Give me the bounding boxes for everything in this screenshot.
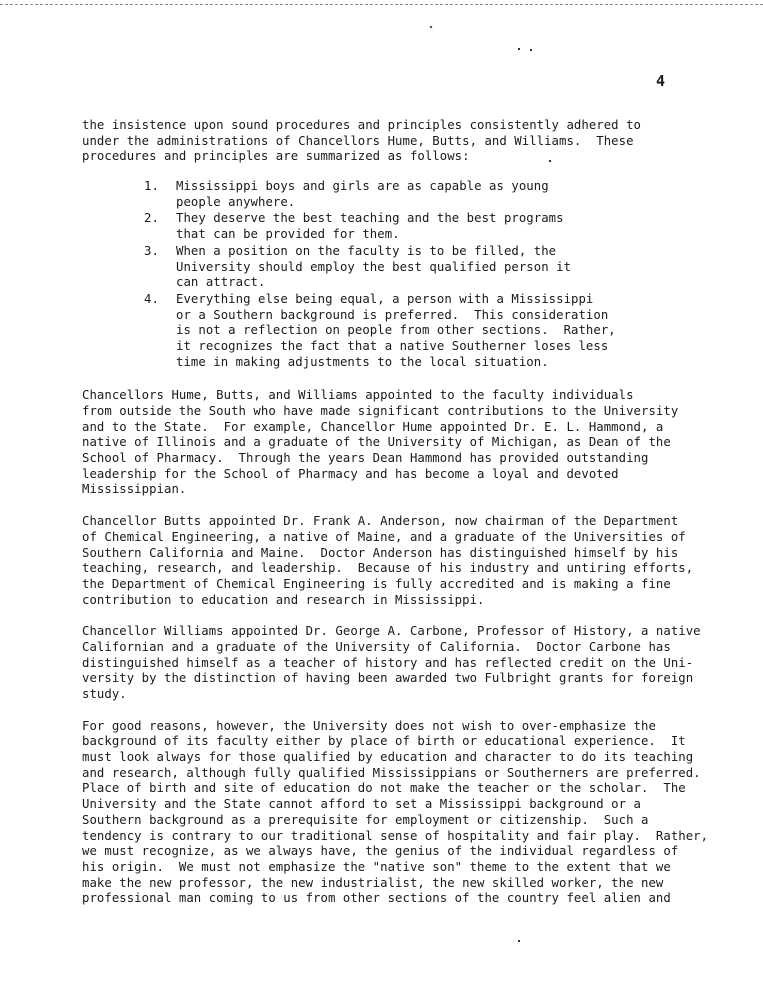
list-item-number: 2.: [144, 211, 159, 226]
text-line: native of Illinois and a graduate of the University of Michigan, as Dean of the: [82, 435, 671, 450]
paragraph: [82, 514, 722, 608]
list-item: [144, 179, 722, 210]
text-line: They deserve the best teaching and the best programs: [176, 211, 564, 226]
document-body: [82, 118, 722, 923]
text-line: under the administrations of Chancellors Hume, Butts, and Williams. These: [82, 133, 634, 148]
list-item-text: [176, 292, 722, 370]
text-line: people anywhere.: [176, 194, 296, 209]
text-line: is not a reflection on people from other sections. Rather,: [176, 323, 616, 338]
list-item-number: 3.: [144, 243, 159, 258]
scan-speck: [518, 48, 520, 50]
text-line: must look always for those qualified by education and character to do its teaching: [82, 750, 694, 765]
text-line: Californian and a graduate of the University of California. Doctor Carbone has: [82, 639, 671, 654]
body-paragraphs: [82, 388, 722, 907]
text-line: procedures and principles are summarized as follows:: [82, 149, 470, 164]
list-item-number: 4.: [144, 291, 159, 306]
paragraph: [82, 719, 722, 907]
list-item: [144, 244, 722, 291]
text-line: study.: [82, 687, 127, 701]
list-item-text: [176, 244, 722, 291]
text-line: For good reasons, however, the University does not wish to over-emphasize the: [82, 718, 656, 733]
text-line: Chancellors Hume, Butts, and Williams appointed to the faculty individuals: [82, 388, 634, 403]
text-line: or a Southern background is preferred. This consideration: [176, 307, 609, 322]
list-item-text: [176, 211, 722, 242]
text-line: Place of birth and site of education do not make the teacher or the scholar. The: [82, 781, 686, 796]
intro-paragraph: [82, 118, 722, 165]
text-line: it recognizes the fact that a native Southerner loses less: [176, 338, 609, 353]
text-line: his origin. We must not emphasize the "native son" theme to the extent that we: [82, 859, 671, 874]
text-line: When a position on the faculty is to be filled, the: [176, 243, 557, 258]
text-line: and to the State. For example, Chancellor Hume appointed Dr. E. L. Hammond, a: [82, 419, 664, 434]
text-line: time in making adjustments to the local situation.: [176, 354, 549, 369]
text-line: can attract.: [176, 275, 266, 290]
text-line: Mississippian.: [82, 482, 187, 497]
text-line: Chancellor Williams appointed Dr. George A. Carbone, Professor of History, a native: [82, 624, 701, 639]
text-line: versity by the distinction of having been awarded two Fulbright grants for foreign: [82, 671, 694, 686]
text-line: the insistence upon sound procedures and principles consistently adhered to: [82, 118, 642, 132]
principles-list: [144, 179, 722, 370]
text-line: tendency is contrary to our traditional sense of hospitality and fair play. Rather,: [82, 828, 709, 843]
text-line: teaching, research, and leadership. Because of his industry and untiring efforts,: [82, 561, 694, 576]
text-line: professional man coming to us from other sections of the country feel alien and: [82, 891, 671, 906]
text-line: and research, although fully qualified Mississippians or Southerners are preferred.: [82, 765, 701, 780]
text-line: make the new professor, the new industrialist, the new skilled worker, the new: [82, 875, 664, 890]
paragraph: [82, 624, 722, 702]
text-line: School of Pharmacy. Through the years Dean Hammond has provided outstanding: [82, 451, 649, 466]
page-top-edge: [0, 4, 763, 5]
scan-speck: [430, 26, 433, 29]
text-line: that can be provided for them.: [176, 227, 400, 242]
text-line: contribution to education and research in Mississippi.: [82, 592, 485, 607]
list-item: [144, 292, 722, 370]
text-line: of Chemical Engineering, a native of Maine, and a graduate of the Universities of: [82, 529, 686, 544]
text-line: background of its faculty either by place of birth or educational experience. It: [82, 734, 686, 749]
text-line: Everything else being equal, a person with a Mississippi: [176, 291, 594, 306]
text-line: the Department of Chemical Engineering is fully accredited and is making a fine: [82, 576, 671, 591]
text-line: University and the State cannot afford to set a Mississippi background or a: [82, 797, 642, 812]
list-item-number: 1.: [144, 179, 159, 194]
page-number: 4: [656, 72, 666, 90]
text-line: Chancellor Butts appointed Dr. Frank A. Anderson, now chairman of the Department: [82, 514, 679, 529]
text-line: University should employ the best qualified person it: [176, 259, 572, 274]
text-line: distinguished himself as a teacher of history and has reflected credit on the Uni-: [82, 655, 694, 670]
text-line: we must recognize, as we always have, the genius of the individual regardless of: [82, 844, 679, 859]
scan-speck: [530, 49, 532, 51]
text-line: leadership for the School of Pharmacy and has become a loyal and devoted: [82, 466, 619, 481]
list-item-text: [176, 179, 722, 210]
scan-speck: [518, 940, 520, 942]
paragraph: [82, 388, 722, 498]
text-line: Southern background as a prerequisite for employment or citizenship. Such a: [82, 812, 649, 827]
text-line: from outside the South who have made significant contributions to the University: [82, 404, 679, 418]
text-line: Southern California and Maine. Doctor Anderson has distinguished himself by his: [82, 545, 679, 560]
text-line: Mississippi boys and girls are as capable as young: [176, 179, 549, 194]
list-item: [144, 211, 722, 242]
